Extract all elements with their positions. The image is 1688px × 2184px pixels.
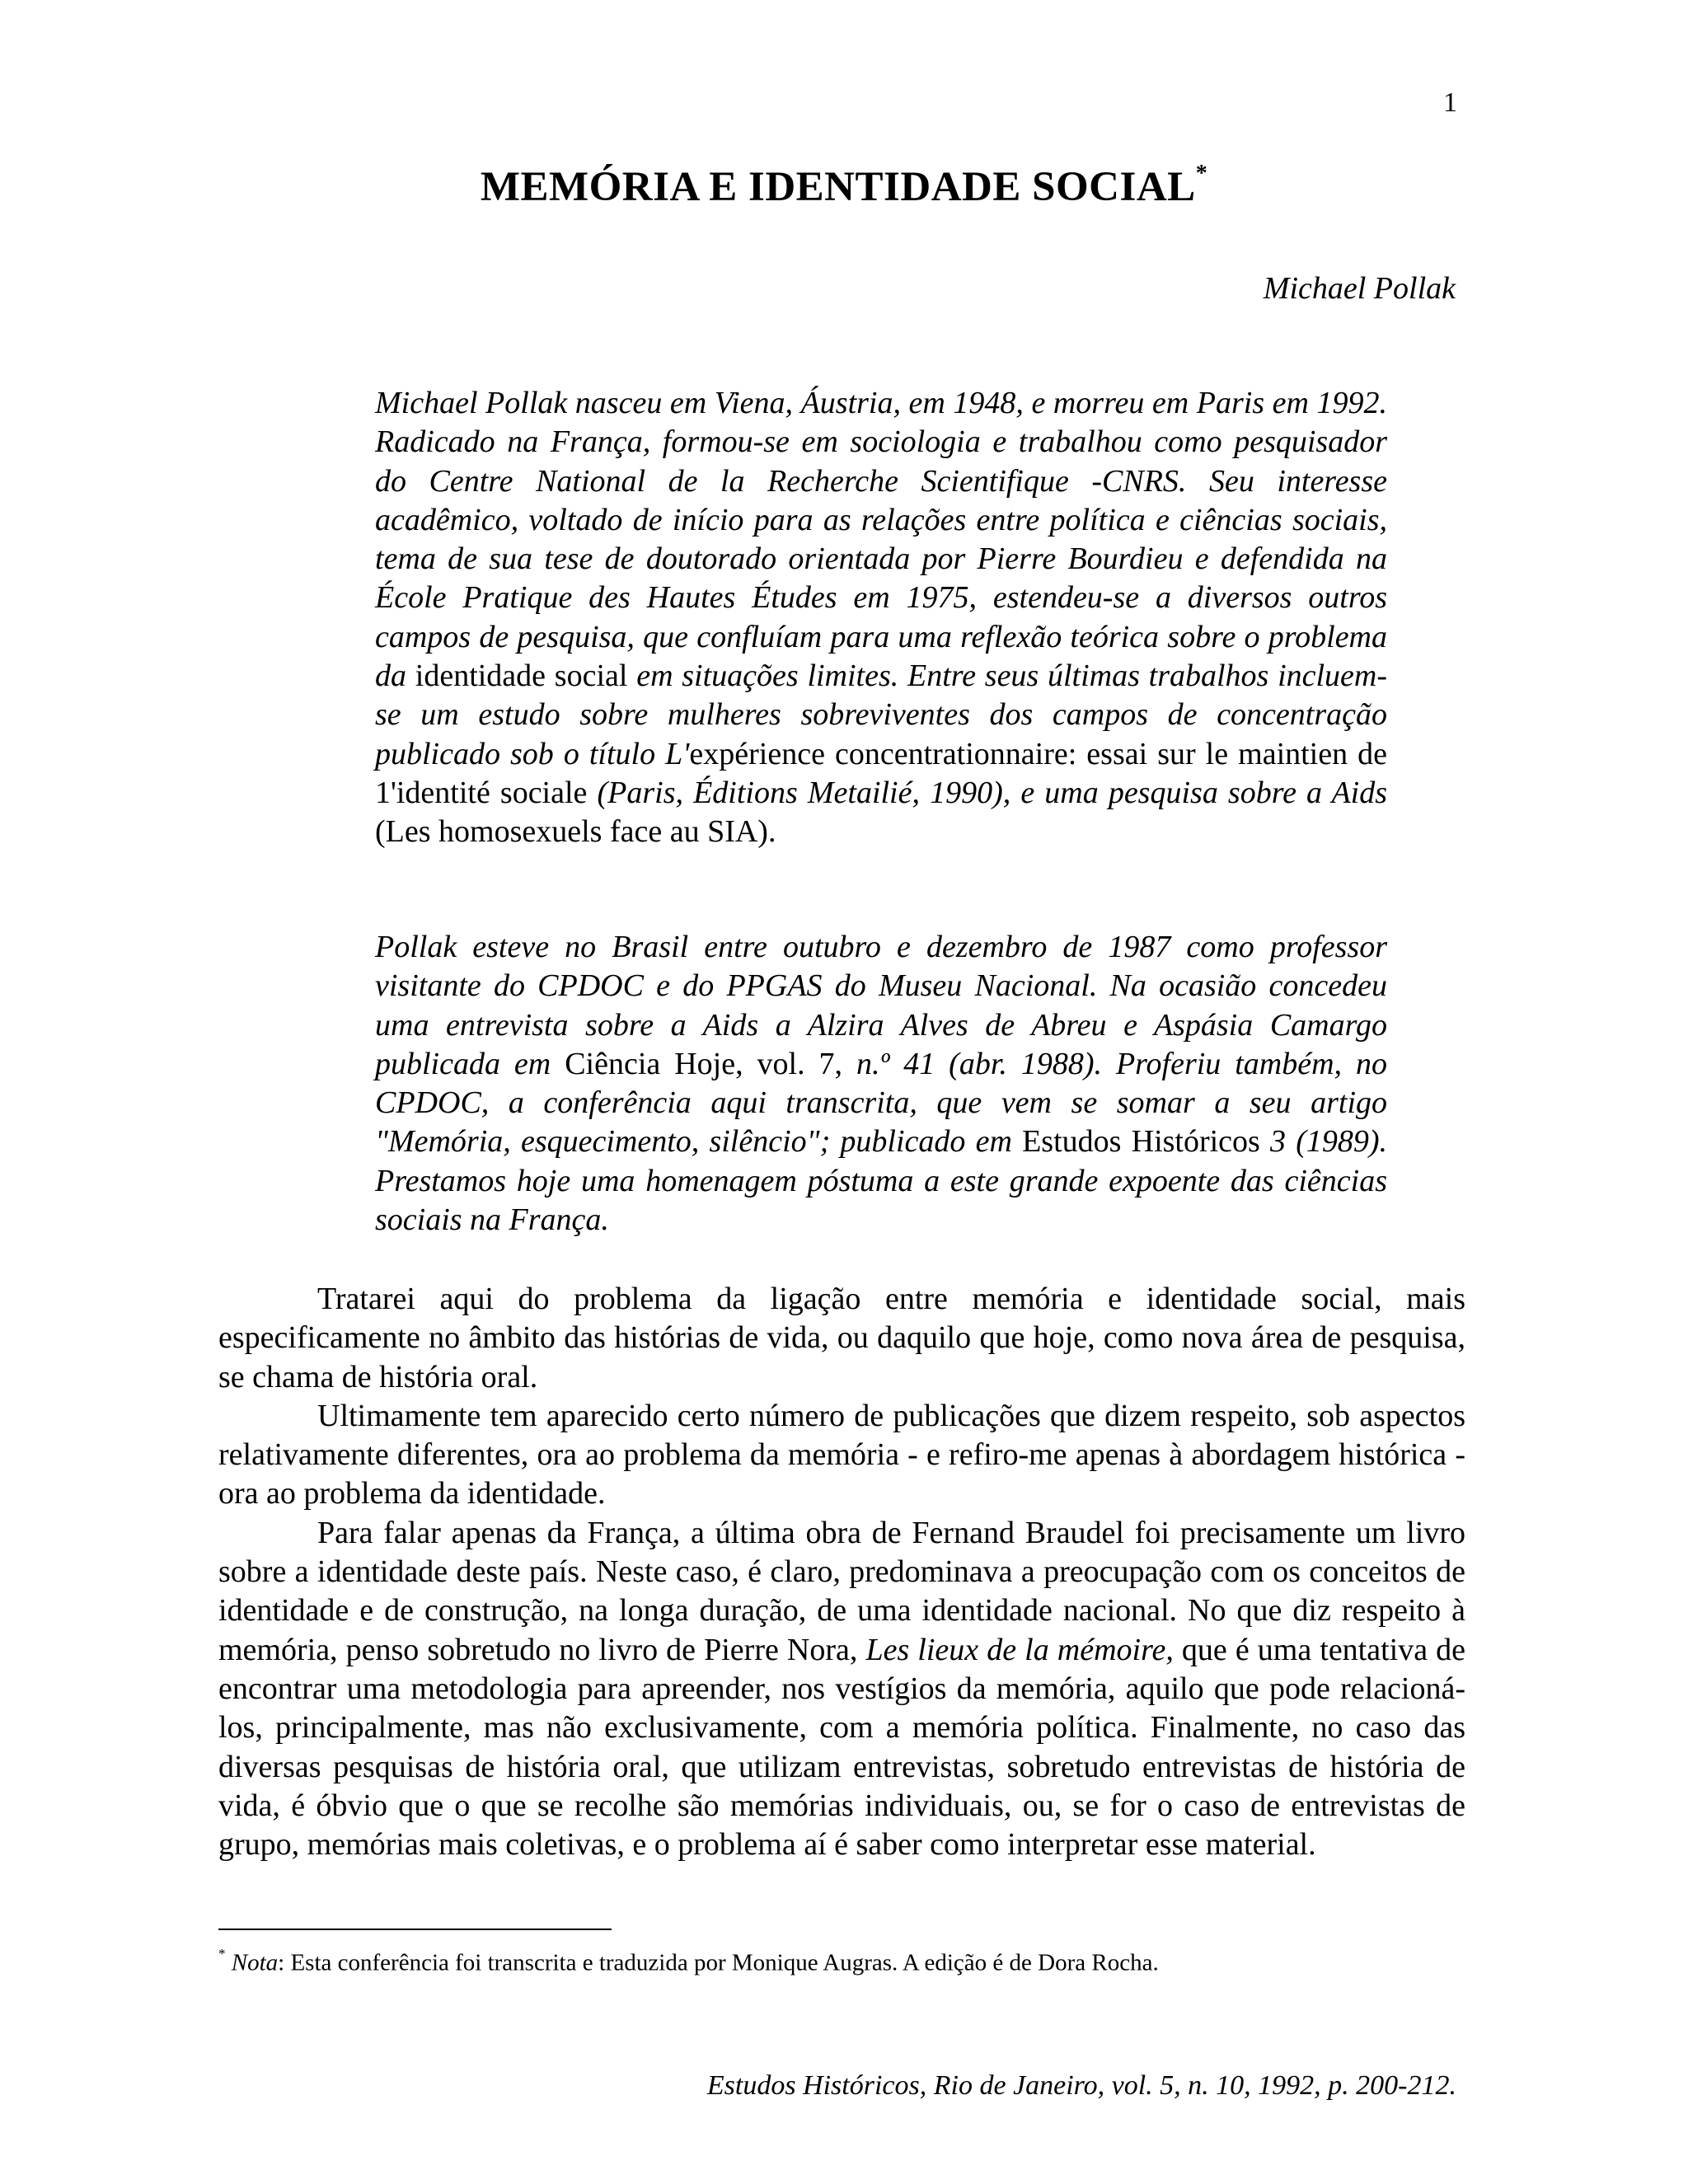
footnote-label: Nota — [231, 1949, 279, 1976]
abstract-1-text-c: em situações limites. Entre seus últimas trabalhos incluem-se um estudo sobre mulheres sobreviventes dos campos de concentração publicado sob o título L' — [375, 658, 1388, 771]
book-title-les-lieux: Les lieux de la mémoire, — [865, 1632, 1174, 1667]
title-footnote-marker: * — [1195, 161, 1208, 186]
footnote — [218, 1942, 1465, 1979]
title-text: MEMÓRIA E IDENTIDADE SOCIAL — [480, 164, 1196, 210]
abstract-1-text-a: Michael Pollak nasceu em Viena, Áustria, em 1948, e morreu em Paris em 1992. Radicado na França, formou-se em sociologia e trabalhou como pesquisador do Centre National de la Recherche Scientifique -CNRS. Seu interesse acadêmico, voltado de início para as relações entre política e ciências sociais, tema de sua tese de doutorado orientada por Pierre Bourdieu e defendida na École Pratique des Hautes Études em 1975, estendeu-se a diversos outros campos de pesquisa, que confluíam para uma reflexão teórica sobre o problema da — [375, 386, 1387, 694]
footnote-marker: * — [218, 1946, 226, 1961]
abstract-1-text-b: identidade social — [415, 658, 628, 694]
body-paragraph-1: Tratarei aqui do problema da ligação entre memória e identidade social, mais especificamente no âmbito das histórias de vida, ou daquilo que hoje, como nova área de pesquisa, se chama de história oral. — [218, 1282, 1465, 1394]
footnote-text: : Esta conferência foi transcrita e traduzida por Monique Augras. A edição é de Dora Rocha. — [278, 1949, 1159, 1976]
footnote-divider — [218, 1929, 612, 1930]
body-paragraph-2: Ultimamente tem aparecido certo número de publicações que dizem respeito, sob aspectos relativamente diferentes, ora ao problema da memória - e refiro-me apenas à abordagem histórica - ora ao problema da identidade. — [218, 1398, 1465, 1511]
body-text — [218, 1280, 1465, 1864]
author-name: Michael Pollak — [1263, 271, 1456, 306]
page-title — [0, 163, 1688, 211]
abstract-1-text-e: (Paris, Éditions Metailié, 1990), e uma pesquisa sobre a Aids — [597, 775, 1387, 810]
abstract-2-text-c: n.º 41 (abr. 1988). Proferiu também, no CPDOC, a conferência aqui transcrita, que vem se somar a seu artigo "Memória, esquecimento, silêncio"; publicado em — [375, 1046, 1388, 1160]
abstract-2-text-b: Ciência Hoje, vol. 7, — [565, 1046, 843, 1081]
abstract-1-text-f: (Les homosexuels face au SIA). — [375, 814, 776, 850]
abstract-2-text-d: Estudos Históricos — [1022, 1124, 1260, 1160]
abstract-2-text-e: 3 (1989). Prestamos hoje uma homenagem póstuma a este grande expoente das ciências sociais na França. — [375, 1124, 1388, 1238]
abstract-paragraph-1 — [375, 384, 1387, 852]
abstract-1-text-d: expérience concentrationnaire: essai sur le maintien de 1'identité sociale — [375, 736, 1388, 810]
body-3-text-c: que é uma tentativa de encontrar uma metodologia para apreender, nos vestígios da memória, aquilo que pode relacioná-los, principalmente, mas não exclusivamente, com a memória política. Finalmente, no caso das diversas pesquisas de história oral, que utilizam entrevistas, sobretudo entrevistas de história de vida, é óbvio que o que se recolhe são memórias individuais, ou, se for o caso de entrevistas de grupo, memórias mais coletivas, e o problema aí é saber como interpretar esse material. — [218, 1632, 1466, 1863]
abstract-2-text-a: Pollak esteve no Brasil entre outubro e dezembro de 1987 como professor visitante do CPDOC e do PPGAS do Museu Nacional. Na ocasião concedeu uma entrevista sobre a Aids a Alzira Alves de Abreu e Aspásia Camargo publicada em — [375, 930, 1387, 1081]
page-number: 1 — [1443, 87, 1457, 118]
abstract-paragraph-2 — [375, 928, 1387, 1240]
body-paragraph-3 — [218, 1514, 1465, 1865]
body-3-text-a: Para falar apenas da França, a última obra de Fernand Braudel foi precisamente um livro sobre a identidade deste país. Neste caso, é claro, predominava a preocupação com os conceitos de identidade e de construção, na longa duração, de uma identidade nacional. No que diz respeito à memória, penso sobretudo no livro de Pierre Nora, — [218, 1515, 1465, 1667]
journal-citation: Estudos Históricos, Rio de Janeiro, vol. 5, n. 10, 1992, p. 200-212. — [706, 2070, 1456, 2101]
